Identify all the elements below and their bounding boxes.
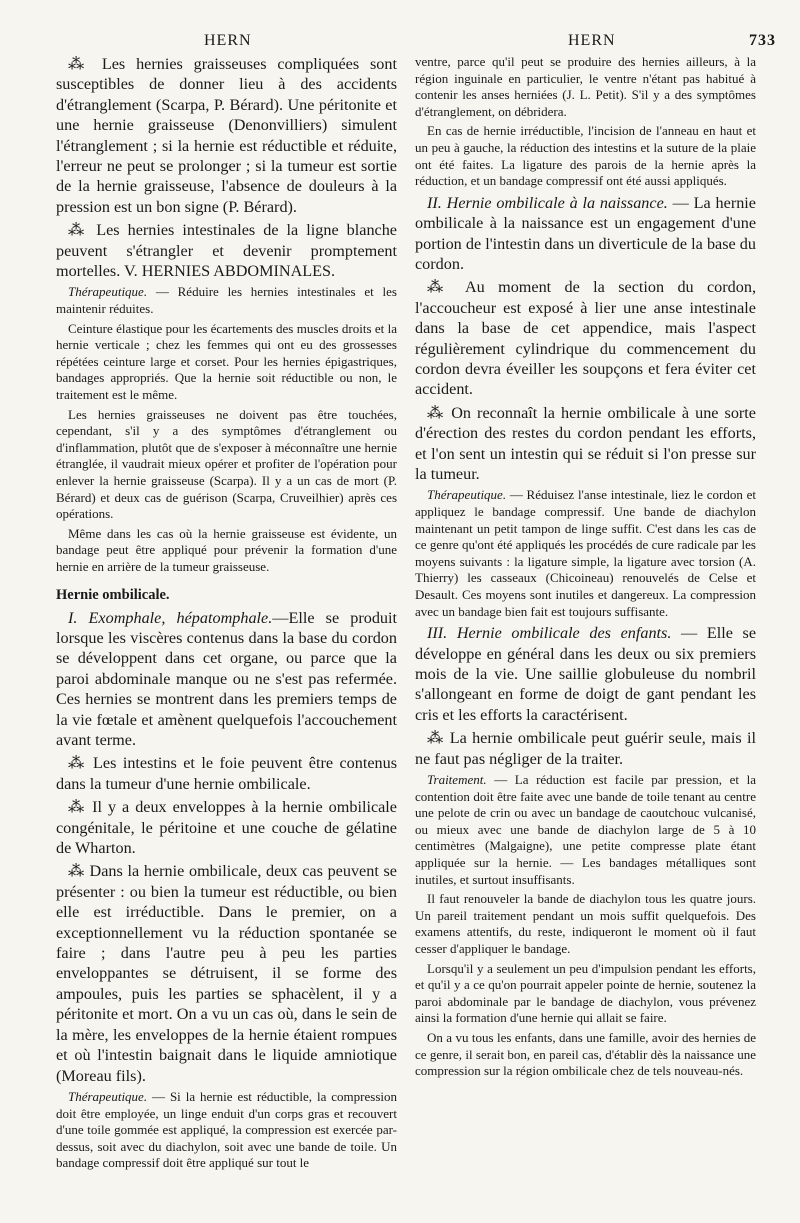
left-column xyxy=(56,54,397,1172)
text-columns xyxy=(56,54,776,1172)
section-heading xyxy=(56,586,397,605)
paragraph xyxy=(415,772,756,888)
paragraph-text: ⁂ Les intestins et le foie peuvent être contenus dans la tumeur d'une hernie ombilicale. xyxy=(56,754,397,793)
paragraph xyxy=(56,407,397,523)
paragraph-text: Hernie ombilicale. xyxy=(56,586,170,603)
paragraph xyxy=(415,193,756,275)
left-running-head: HERN xyxy=(204,32,252,49)
paragraph xyxy=(56,526,397,576)
paragraph xyxy=(415,891,756,957)
paragraph-label: II. Hernie ombilicale à la naissance. xyxy=(427,193,668,212)
paragraph-text: ventre, parce qu'il peut se produire des hernies ailleurs, à la région inguinale en particulier, le ventre n'étant pas habitué à contenir les anses herniées (J. L. Petit). S'il y a des symptômes d'étranglement, on débridera. xyxy=(415,54,756,119)
paragraph xyxy=(56,321,397,404)
paragraph xyxy=(415,123,756,189)
paragraph xyxy=(415,1030,756,1080)
paragraph-label: III. Hernie ombilicale des enfants. xyxy=(427,624,672,643)
paragraph-label: Thérapeutique. xyxy=(68,1088,148,1104)
paragraph xyxy=(56,797,397,858)
paragraph xyxy=(415,403,756,485)
paragraph-label: Thérapeutique. xyxy=(427,487,507,503)
paragraph xyxy=(56,54,397,217)
paragraph-text: ⁂ Dans la hernie ombilicale, deux cas peuvent se présenter : ou bien la tumeur est réductible, ou bien elle est irréductible. Dans le premier, on a exceptionnellement vu la réduction spontanée se faire ; dans l'autre peu à peu les parties enveloppantes se détruisent, il se forme des ampoules, puis les parties se sphacèlent, il y a péritonite et mort. On a vu un cas où, dans le sein de la mère, les enveloppes de la hernie étaient rompues et où l'intestin baignait dans le liquide amniotique (Moreau fils). xyxy=(56,862,397,1085)
paragraph xyxy=(415,487,756,620)
paragraph-text: Les hernies graisseuses ne doivent pas être touchées, cependant, s'il y a des symptômes d'étranglement ou d'inflammation, plutôt que de s'exposer à méconnaître une hernie étranglée, il vaudrait mieux opérer et profiter de l'opération pour enlever la hernie graisseuse (Scarpa). Il y a un cas de mort (P. Bérard) et deux cas de guérison (Scarpa, Cruveilhier) après ces opérations. xyxy=(56,406,397,522)
paragraph xyxy=(415,623,756,725)
paragraph-text: ⁂ Les hernies intestinales de la ligne blanche peuvent s'étrangler et devenir promptement mortelles. V. HERNIES ABDOMINALES. xyxy=(56,221,397,281)
paragraph xyxy=(56,1089,397,1172)
paragraph-label: I. Exomphale, hépatomphale. xyxy=(68,608,273,627)
paragraph-text: ⁂ On reconnaît la hernie ombilicale à une sorte d'érection des restes du cordon pendant les efforts, et l'on sent un intestin qui se réduit si l'on presse sur la tumeur. xyxy=(415,403,756,484)
paragraph-text: — Si la hernie est réductible, la compression doit être employée, un linge enduit d'un corps gras et recouvert d'une toile gommée est appliqué, la compression est exercée par-dessus, soit avec du diachylon, soit avec une bande de toile. Un bandage compressif doit être appliqué sur tout le xyxy=(56,1088,397,1171)
paragraph-label: Traitement. xyxy=(427,772,487,788)
paragraph-text: —Elle se produit lorsque les viscères contenus dans la base du cordon se développent dans cet organe, ou parce que la paroi abdominale manque ou ne s'est pas refermée. Ces hernies se montrent dans les premiers temps de la vie fœtale et amènent quelquefois l'accouchement avant terme. xyxy=(56,608,397,749)
paragraph-label: Thérapeutique. xyxy=(68,284,148,300)
page-number: 733 xyxy=(749,32,776,49)
paragraph xyxy=(56,608,397,751)
paragraph xyxy=(56,753,397,794)
paragraph xyxy=(56,861,397,1085)
paragraph-text: On a vu tous les enfants, dans une famille, avoir des hernies de ce genre, il serait bon, en pareil cas, d'établir dès la naissance une compression sur la région ombilicale chez de tels nouveau-nés. xyxy=(415,1029,756,1079)
right-column xyxy=(415,54,756,1172)
paragraph-text: ⁂ Au moment de la section du cordon, l'accoucheur est exposé à lier une anse intestinale dans la base de cet appendice, mais l'aspect régulièrement cylindrique du commencement du cordon devra éveiller les soupçons et fera éviter cet accident. xyxy=(415,278,756,399)
paragraph-text: En cas de hernie irréductible, l'incision de l'anneau en haut et un peu à gauche, la réduction des intestins et la suture de la plaie ont été faites. La ligature des parois de la hernie après la réduction, et un bandage compressif ont été aussi appliqués. xyxy=(415,123,756,189)
paragraph-text: Lorsqu'il y a seulement un peu d'impulsion pendant les efforts, et qu'il y a ce qu'on pourrait appeler pointe de hernie, soutenez la paroi abdominale par le bandage de diachylon, vous prévenez ainsi la formation d'une hernie qui allait se faire. xyxy=(415,960,756,1026)
paragraph-text: — Réduisez l'anse intestinale, liez le cordon et appliquez le bandage compressif. Une bande de diachylon maintenant un petit tampon de linge suffit. C'est dans les cas de ce genre qu'ont été appliqués les procédés de cure radicale par les moyens suivants : la ligature simple, la ligature avec torsion (A. Thierry) les casseaux (Chicoineau) renouvelés de Celse et Desault. Ces moyens sont inutiles et dangereux. La compression avec un bandage bien fait est toujours suffisante. xyxy=(415,487,756,619)
paragraph xyxy=(56,284,397,317)
paragraph xyxy=(415,728,756,769)
paragraph-text: — Réduire les hernies intestinales et les maintenir réduites. xyxy=(56,284,397,317)
paragraph xyxy=(56,220,397,281)
paragraph-text: — La réduction est facile par pression, et la contention doit être faite avec une bande de toile tenant au centre une pelote de crin ou avec un bandage de caoutchouc vulcanisé, ou mieux avec une bande de diachylon large de 5 à 10 centimètres (Malgaigne), une petite compresse plate étant appliquée sur la hernie. — Les bandages métalliques sont inutiles, et surtout insuffisants. xyxy=(415,772,756,887)
paragraph-text: ⁂ La hernie ombilicale peut guérir seule, mais il ne faut pas négliger de la traiter. xyxy=(415,729,756,768)
paragraph-text: ⁂ Il y a deux enveloppes à la hernie ombilicale congénitale, le péritoine et une couche de gélatine de Wharton. xyxy=(56,798,397,858)
paragraph-text: ⁂ Les hernies graisseuses compliquées sont susceptibles de donner lieu à des accidents d'étranglement (Scarpa, P. Bérard). Une péritonite et une hernie graisseuse (Denonvilliers) simulent l'étranglement ; si la hernie est réductible et réduite, l'erreur ne peut se prolonger ; si la tumeur est sortie de la hernie graisseuse, l'absence de douleurs à la pression est un bon signe (P. Bérard). xyxy=(56,55,397,216)
page-header xyxy=(56,26,776,54)
paragraph xyxy=(415,54,756,120)
paragraph-text: — La hernie ombilicale à la naissance est un engagement d'une portion de l'intestin dans un diverticule de la base du cordon. xyxy=(415,193,756,273)
paragraph-text: — Elle se développe en général dans les deux ou six premiers mois de la vie. Une saillie globuleuse du nombril s'allongeant en forme de doigt de gant pendant les cris et les efforts la caractérisent. xyxy=(415,624,756,724)
paragraph-text: Même dans les cas où la hernie graisseuse est évidente, un bandage peut être appliqué pour prévenir la formation d'une hernie en arrière de la tumeur graisseuse. xyxy=(56,525,397,574)
right-running-head: HERN xyxy=(568,32,616,49)
paragraph xyxy=(415,277,756,399)
paragraph-text: Ceinture élastique pour les écartements des muscles droits et la hernie verticale ; chez les femmes qui ont eu des grossesses répétées ceinture large et corset. Pour les hernies épigastriques, bandages appropriés. Que la hernie soit réductible ou non, le traitement est le même. xyxy=(56,320,397,403)
paragraph xyxy=(415,961,756,1027)
paragraph-text: Il faut renouveler la bande de diachylon tous les quatre jours. Un pareil traitement pendant un mois suffit quelquefois. Des examens attentifs, du reste, indiqueront le moment où il faut cesser d'appliquer le bandage. xyxy=(415,891,756,956)
